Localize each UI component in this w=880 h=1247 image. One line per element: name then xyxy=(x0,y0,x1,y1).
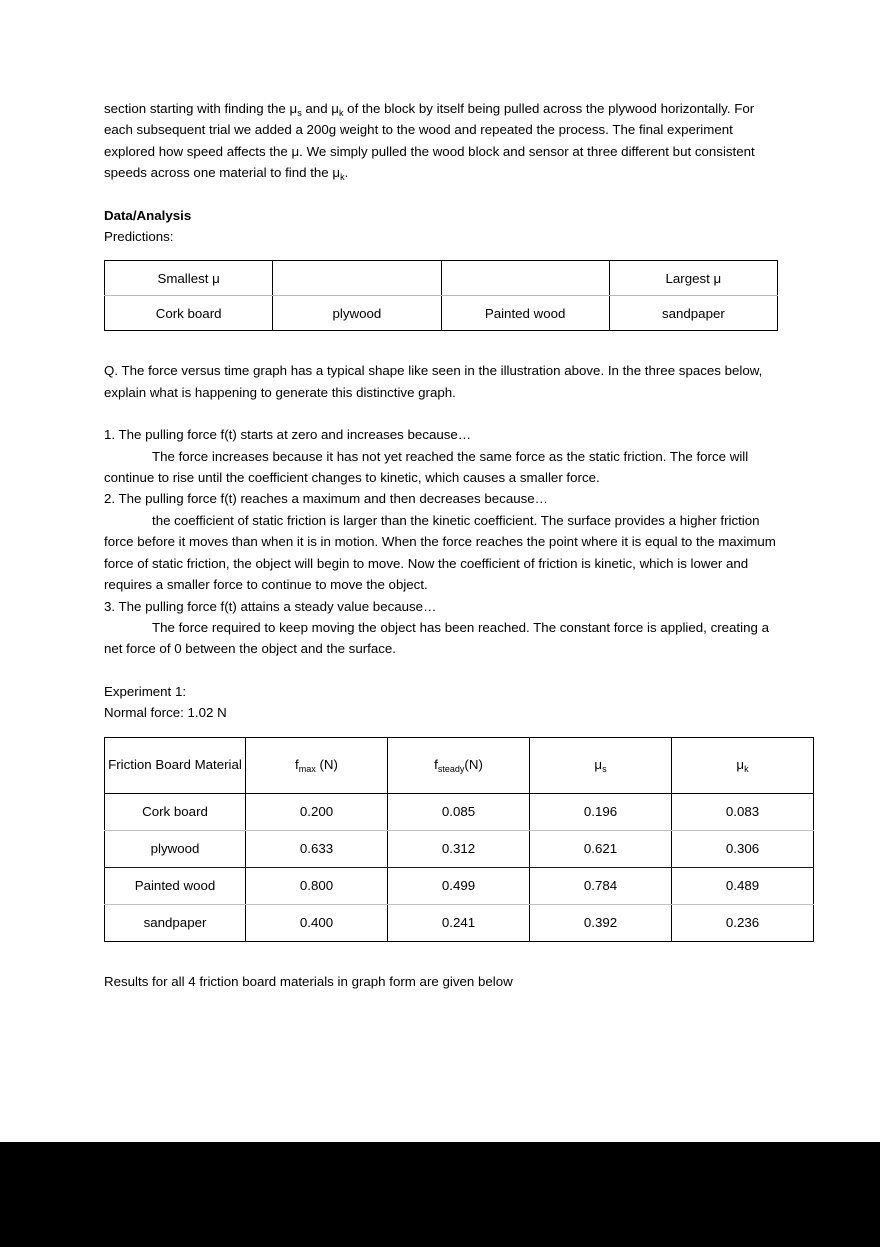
cell-f-max: 0.800 xyxy=(246,867,388,904)
cell-mu-kinetic: 0.236 xyxy=(672,904,814,941)
prediction-smallest-label: Smallest μ xyxy=(105,261,273,296)
cell-mu-static: 0.392 xyxy=(530,904,672,941)
prediction-largest-label: Largest μ xyxy=(609,261,777,296)
cell-mu-static: 0.784 xyxy=(530,867,672,904)
table-row xyxy=(105,904,814,941)
header-f-max-subscript: max xyxy=(298,763,316,774)
cell-f-max: 0.633 xyxy=(246,830,388,867)
experiment-results-table xyxy=(104,737,814,942)
prediction-material-4: sandpaper xyxy=(609,296,777,331)
cell-f-steady: 0.085 xyxy=(388,793,530,830)
cell-material: plywood xyxy=(105,830,246,867)
predictions-label: Predictions: xyxy=(104,229,174,245)
mu-kinetic-symbol: μ xyxy=(331,101,339,116)
answer-2-response: the coefficient of static friction is larger than the kinetic coefficient. The surface provides a higher friction force before it moves than when it is in motion. When the force reaches the point where it is equal to the maximum force of static friction, the object will begin to move. Now the coefficient of friction is kinetic, which is lower and requires a smaller force to continue to move the object. xyxy=(104,512,776,593)
header-mu-kinetic-base: μ xyxy=(736,757,745,773)
header-f-max-units: (N) xyxy=(315,757,338,773)
prediction-material-1: Cork board xyxy=(105,296,273,331)
intro-paragraph xyxy=(104,98,776,184)
cell-material: Painted wood xyxy=(105,867,246,904)
cell-f-max: 0.200 xyxy=(246,793,388,830)
header-mu-kinetic-subscript: k xyxy=(744,763,749,774)
cell-mu-static: 0.196 xyxy=(530,793,672,830)
mu-kinetic-tail-subscript: k xyxy=(340,171,345,182)
header-f-steady xyxy=(388,737,530,793)
header-f-steady-base: f xyxy=(434,757,438,773)
header-mu-static-base: μ xyxy=(594,757,603,773)
closing-note: Results for all 4 friction board materials in graph form are given below xyxy=(104,973,513,989)
cell-f-steady: 0.241 xyxy=(388,904,530,941)
predictions-table xyxy=(104,260,778,331)
intro-rest: of the block by itself being pulled across the plywood horizontally. For each subsequent trial we added a 200g weight to the wood and repeated the process. The final experiment explored how speed affects the μ. We simply pulled the wood block and sensor at three different but consistent speeds across one material to find the xyxy=(104,101,755,181)
question-text: Q. The force versus time graph has a typical shape like seen in the illustration above. In the three spaces below, explain what is happening to generate this distinctive graph. xyxy=(104,363,763,400)
page-bottom-black-band xyxy=(0,1142,880,1247)
prediction-material-3: Painted wood xyxy=(441,296,609,331)
header-f-max xyxy=(246,737,388,793)
header-mu-static xyxy=(530,737,672,793)
cell-mu-kinetic: 0.083 xyxy=(672,793,814,830)
table-row xyxy=(105,296,778,331)
header-friction-board-material: Friction Board Material xyxy=(105,737,246,793)
table-header-row xyxy=(105,737,814,793)
answer-3-prompt: 3. The pulling force f(t) attains a steady value because… xyxy=(104,598,437,614)
header-mu-static-subscript: s xyxy=(602,763,607,774)
table-row xyxy=(105,261,778,296)
document-content xyxy=(104,98,776,992)
intro-mid: and xyxy=(301,101,332,116)
mu-kinetic-subscript: k xyxy=(338,107,344,118)
cell-mu-kinetic: 0.306 xyxy=(672,830,814,867)
mu-kinetic-tail-symbol: μ xyxy=(332,165,341,181)
answer-1-prompt: 1. The pulling force f(t) starts at zero and increases because… xyxy=(104,427,472,443)
experiment-label: Experiment 1: xyxy=(104,683,187,699)
mu-static-subscript: s xyxy=(297,107,302,118)
data-analysis-heading: Data/Analysis xyxy=(104,207,192,223)
header-f-steady-units: (N) xyxy=(464,757,483,773)
cell-f-steady: 0.312 xyxy=(388,830,530,867)
prediction-material-2: plywood xyxy=(273,296,441,331)
table-row xyxy=(105,867,814,904)
cell-f-max: 0.400 xyxy=(246,904,388,941)
answer-3-response: The force required to keep moving the object has been reached. The constant force is applied, creating a net force of 0 between the object and the surface. xyxy=(104,619,769,657)
cell-mu-static: 0.621 xyxy=(530,830,672,867)
table-row xyxy=(105,830,814,867)
table-row xyxy=(105,793,814,830)
answer-1-response: The force increases because it has not yet reached the same force as the static friction. The force will continue to rise until the coefficient changes to kinetic, which causes a smaller force. xyxy=(104,448,749,486)
cell-mu-kinetic: 0.489 xyxy=(672,867,814,904)
answer-2-prompt: 2. The pulling force f(t) reaches a maximum and then decreases because… xyxy=(104,491,548,507)
intro-tail-end: . xyxy=(344,165,349,181)
header-f-max-base: f xyxy=(295,757,299,773)
intro-prefix: section starting with finding the xyxy=(104,101,290,116)
mu-static-symbol: μ xyxy=(289,101,298,116)
header-mu-kinetic xyxy=(672,737,814,793)
normal-force-label: Normal force: 1.02 N xyxy=(104,705,227,721)
prediction-header-blank-2 xyxy=(441,261,609,296)
cell-material: Cork board xyxy=(105,793,246,830)
cell-f-steady: 0.499 xyxy=(388,867,530,904)
header-f-steady-subscript: steady xyxy=(437,763,465,774)
prediction-header-blank-1 xyxy=(273,261,441,296)
cell-material: sandpaper xyxy=(105,904,246,941)
